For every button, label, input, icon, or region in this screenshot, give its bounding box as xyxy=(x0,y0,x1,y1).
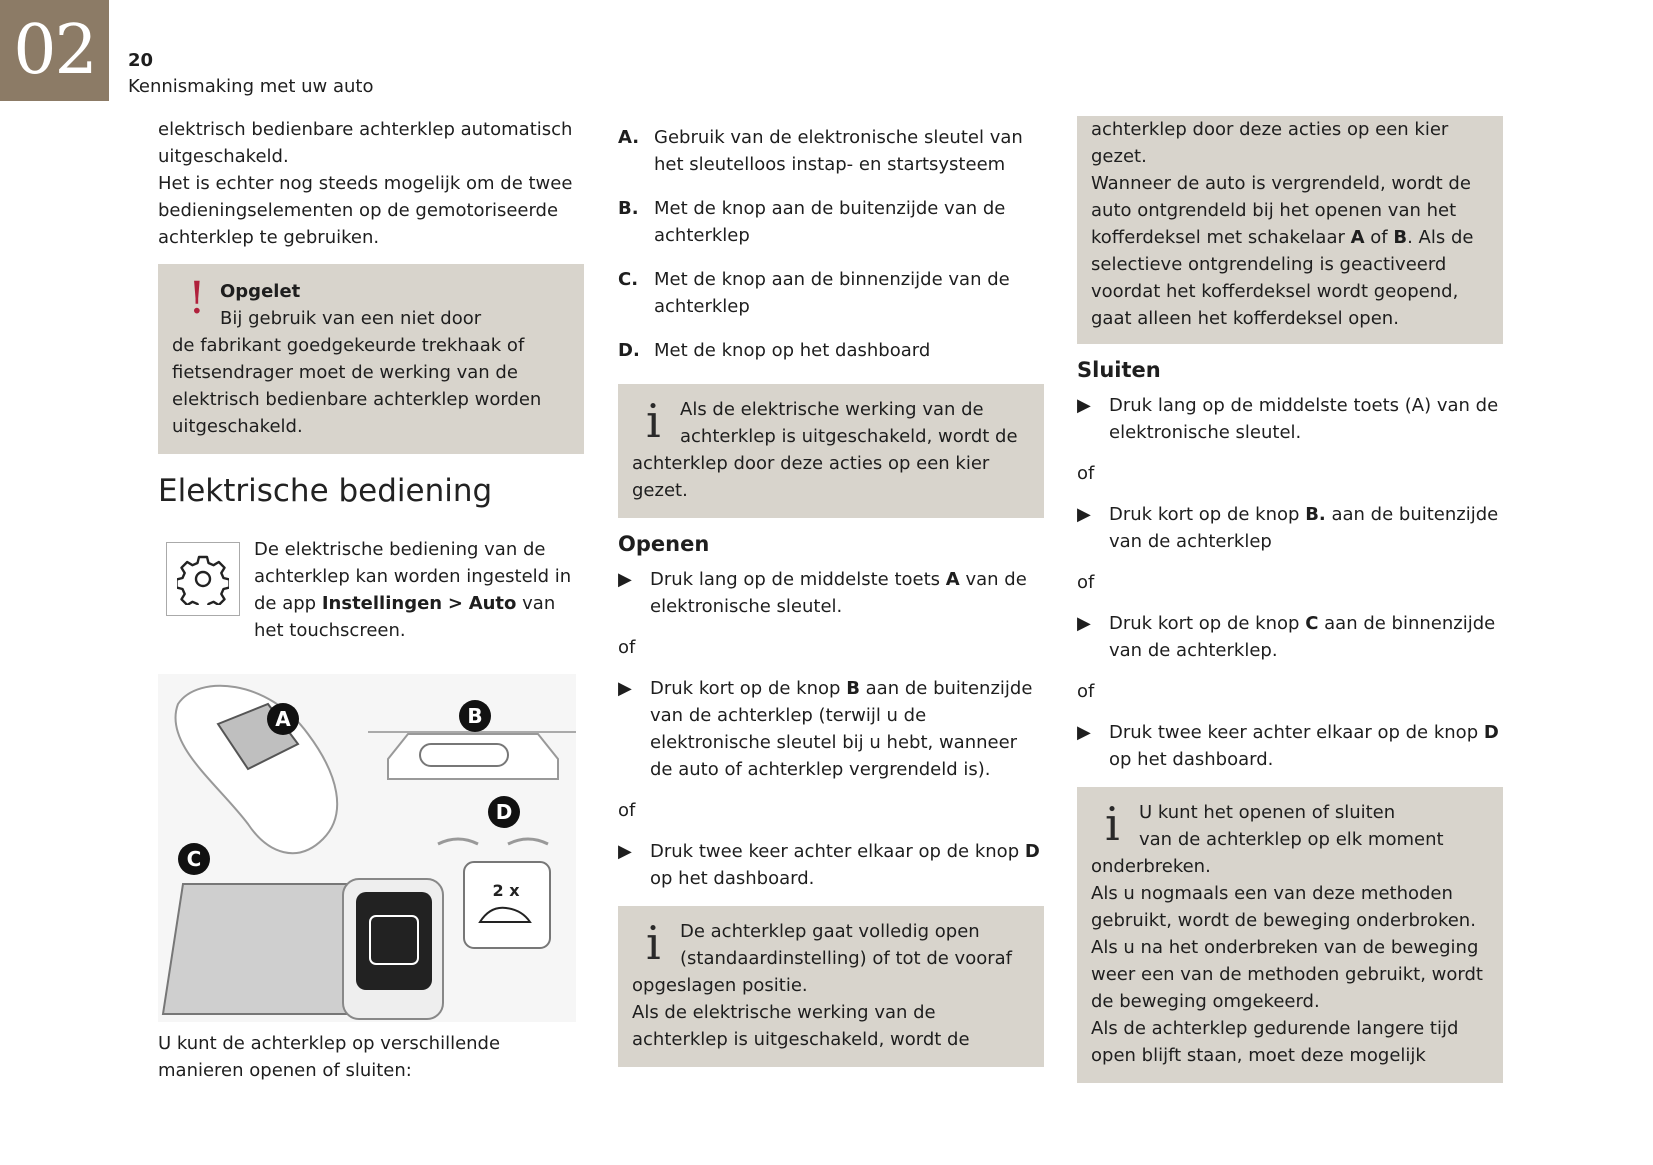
info-icon: i xyxy=(646,394,661,448)
arrow-icon: ▶ xyxy=(1077,395,1091,416)
settings-note xyxy=(158,536,584,644)
outro-text: U kunt de achterklep op verschillende manieren openen of sluiten: xyxy=(158,1033,501,1081)
or-text: of xyxy=(1077,572,1095,593)
list-item: ▶ Druk lang op de middelste toets (A) van de elektronische sleutel. xyxy=(1077,392,1503,446)
tailgate-illustration xyxy=(158,674,576,1022)
warning-text: de fabrikant goedgekeurde trekhaak of fietsendrager moet de werking van de elektrisch bedienbare achterklep worden uitgeschakeld. xyxy=(172,335,542,437)
intro-text-2: Het is echter nog steeds mogelijk om de twee bedieningselementen op de gemotoriseerde achterklep te gebruiken. xyxy=(158,173,573,248)
arrow-icon: ▶ xyxy=(1077,613,1091,634)
methods-list xyxy=(618,124,1044,364)
warning-title: Opgelet xyxy=(220,281,301,302)
warning-line-1: Bij gebruik van een niet door xyxy=(220,308,482,329)
info-icon: i xyxy=(646,916,661,970)
list-item: ▶ Druk kort op de knop B aan de buitenzijde van de achterklep (terwijl u de elektronische sleutel bij u hebt, wanneer de auto of achterklep vergrendeld is). xyxy=(618,675,1044,783)
warning-box xyxy=(158,264,584,454)
warning-icon: ! xyxy=(188,273,206,324)
list-item: B. Met de knop aan de buitenzijde van de achterklep xyxy=(618,198,1006,246)
list-item: ▶ Druk twee keer achter elkaar op de knop D op het dashboard. xyxy=(1077,719,1503,773)
open-title: Openen xyxy=(618,532,710,556)
chapter-title: Kennismaking met uw auto xyxy=(128,76,374,97)
list-item: ▶ Druk kort op de knop C aan de binnenzijde van de achterklep. xyxy=(1077,610,1503,664)
intro-text-1: elektrisch bedienbare achterklep automatisch uitgeschakeld. xyxy=(158,119,573,167)
info-box-2: i De achterklep gaat volledig open (standaardinstelling) of tot de vooraf opgeslagen positie. Als de elektrische werking van de achterklep is uitgeschakeld, wordt de xyxy=(618,906,1044,1067)
page-number: 20 xyxy=(128,50,154,71)
column-1 xyxy=(158,116,584,1084)
arrow-icon: ▶ xyxy=(618,841,632,862)
arrow-icon: ▶ xyxy=(1077,722,1091,743)
info-box-3: i U kunt het openen of sluiten van de achterklep op elk moment onderbreken. Als u nogmaals een van deze methoden gebruikt, wordt de beweging onderbroken. Als u na het onderbreken van de beweging weer een van de methoden gebruikt, wordt de beweging omgekeerd. Als de achterklep gedurende langere tijd open blijft staan, moet deze mogelijk xyxy=(1077,787,1503,1083)
label-d: D xyxy=(495,800,513,824)
or-text: of xyxy=(1077,681,1095,702)
close-title: Sluiten xyxy=(1077,358,1161,382)
list-item: ▶ Druk twee keer achter elkaar op de knop D op het dashboard. xyxy=(618,838,1044,892)
arrow-icon: ▶ xyxy=(1077,504,1091,525)
info-icon: i xyxy=(1105,797,1120,851)
arrow-icon: ▶ xyxy=(618,569,632,590)
or-text: of xyxy=(618,800,636,821)
list-item: A. Gebruik van de elektronische sleutel van het sleutelloos instap- en startsysteem xyxy=(618,127,1023,175)
settings-app-name: Instellingen xyxy=(321,593,443,614)
section-title: Elektrische bediening xyxy=(158,473,493,509)
label-2x: 2 x xyxy=(492,881,520,900)
label-a: A xyxy=(275,707,291,731)
list-item: ▶ Druk kort op de knop B. aan de buitenzijde van de achterklep xyxy=(1077,501,1503,555)
settings-auto: Auto xyxy=(468,593,517,614)
list-item: D. Met de knop op het dashboard xyxy=(618,340,931,361)
list-item: C. Met de knop aan de binnenzijde van de achterklep xyxy=(618,269,1010,317)
label-b: B xyxy=(467,704,483,728)
settings-gear-icon xyxy=(166,542,240,616)
list-item: ▶ Druk lang op de middelste toets A van de elektronische sleutel. xyxy=(618,566,1044,620)
info-box-1: i Als de elektrische werking van de achterklep is uitgeschakeld, wordt de achterklep door deze acties op een kier gezet. xyxy=(618,384,1044,518)
or-text: of xyxy=(1077,463,1095,484)
settings-text: De elektrische bediening van de achterklep kan worden ingesteld in de app Instellingen > Auto van het touchscreen. xyxy=(254,539,572,641)
info-box-continued: achterklep door deze acties op een kier gezet. Wanneer de auto is vergrendeld, wordt de auto ontgrendeld bij het openen van het kofferdeksel met schakelaar A of B. Als de selectieve ontgrendeling is geactiveerd voordat het kofferdeksel wordt geopend, gaat alleen het kofferdeksel open. xyxy=(1077,116,1503,344)
column-2 xyxy=(618,124,1044,1067)
label-c: C xyxy=(186,847,202,871)
arrow-icon: ▶ xyxy=(618,678,632,699)
or-text: of xyxy=(618,637,636,658)
chapter-tab: 02 xyxy=(0,0,109,101)
column-3 xyxy=(1077,116,1503,1083)
